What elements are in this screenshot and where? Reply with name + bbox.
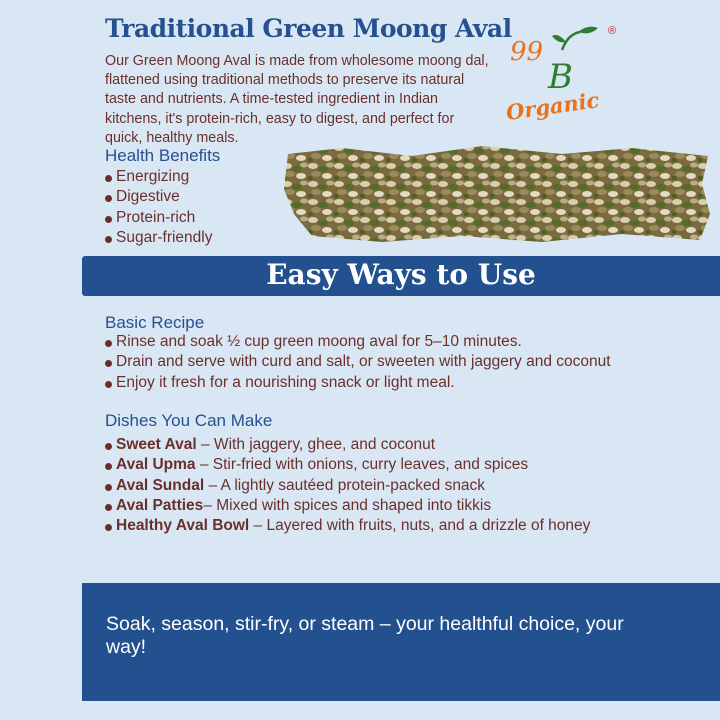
dish-name: Aval Upma [116, 456, 196, 474]
health-benefits-heading: Health Benefits [105, 146, 221, 165]
dish-description: – With jaggery, ghee, and coconut [196, 436, 436, 453]
logo-number: 99 [510, 37, 544, 67]
logo-word: Organic [504, 87, 601, 126]
dish-description: – A lightly sautéed protein-packed snack [204, 476, 486, 494]
intro-paragraph: Our Green Moong Aval is made from wholesome moong dal, flattened using traditional methods to preserve its natural taste and nutrients. A time-tested ingredient in Indian kitchens, it's protein-rich, easy to digest, and perfect for quick, healthy meals. [105, 53, 489, 146]
list-item: Protein-rich [105, 208, 213, 228]
dish-name: Aval Patties [116, 496, 204, 514]
recipe-steps-list [105, 332, 611, 393]
list-item [105, 516, 590, 536]
dish-description: – Layered with fruits, nuts, and a drizzle of honey [249, 517, 591, 535]
dishes-heading: Dishes You Can Make [105, 411, 273, 430]
banner [82, 256, 720, 296]
page-title: Traditional Green Moong Aval [105, 14, 512, 43]
health-benefits-list [105, 167, 213, 248]
moong-aval-image [282, 144, 712, 244]
list-item: Sugar-friendly [105, 228, 213, 248]
dish-description: – Mixed with spices and shaped into tikkis [203, 496, 492, 514]
list-item [105, 496, 590, 516]
list-item: Drain and serve with curd and salt, or sweeten with jaggery and coconut [105, 352, 611, 372]
brand-logo [500, 20, 617, 126]
list-item: Rinse and soak ½ cup green moong aval for 5–10 minutes. [105, 332, 611, 352]
list-item [105, 435, 590, 455]
list-item [105, 455, 590, 475]
logo-letter: B [548, 57, 573, 97]
list-item: Energizing [105, 167, 213, 187]
list-item: Digestive [105, 187, 213, 207]
banner-title: Easy Ways to Use [266, 258, 536, 291]
list-item [105, 476, 590, 496]
dish-description: – Stir-fried with onions, curry leaves, and spices [195, 456, 529, 474]
dish-name: Healthy Aval Bowl [116, 517, 250, 535]
footer-banner [82, 583, 720, 701]
dish-name: Aval Sundal [116, 476, 205, 494]
footer-text: Soak, season, stir-fry, or steam – your healthful choice, your way! [106, 613, 624, 658]
registered-mark: ® [608, 25, 617, 37]
dishes-list [105, 435, 590, 536]
basic-recipe-heading: Basic Recipe [105, 313, 205, 332]
dish-name: Sweet Aval [116, 436, 197, 453]
list-item: Enjoy it fresh for a nourishing snack or light meal. [105, 373, 611, 393]
